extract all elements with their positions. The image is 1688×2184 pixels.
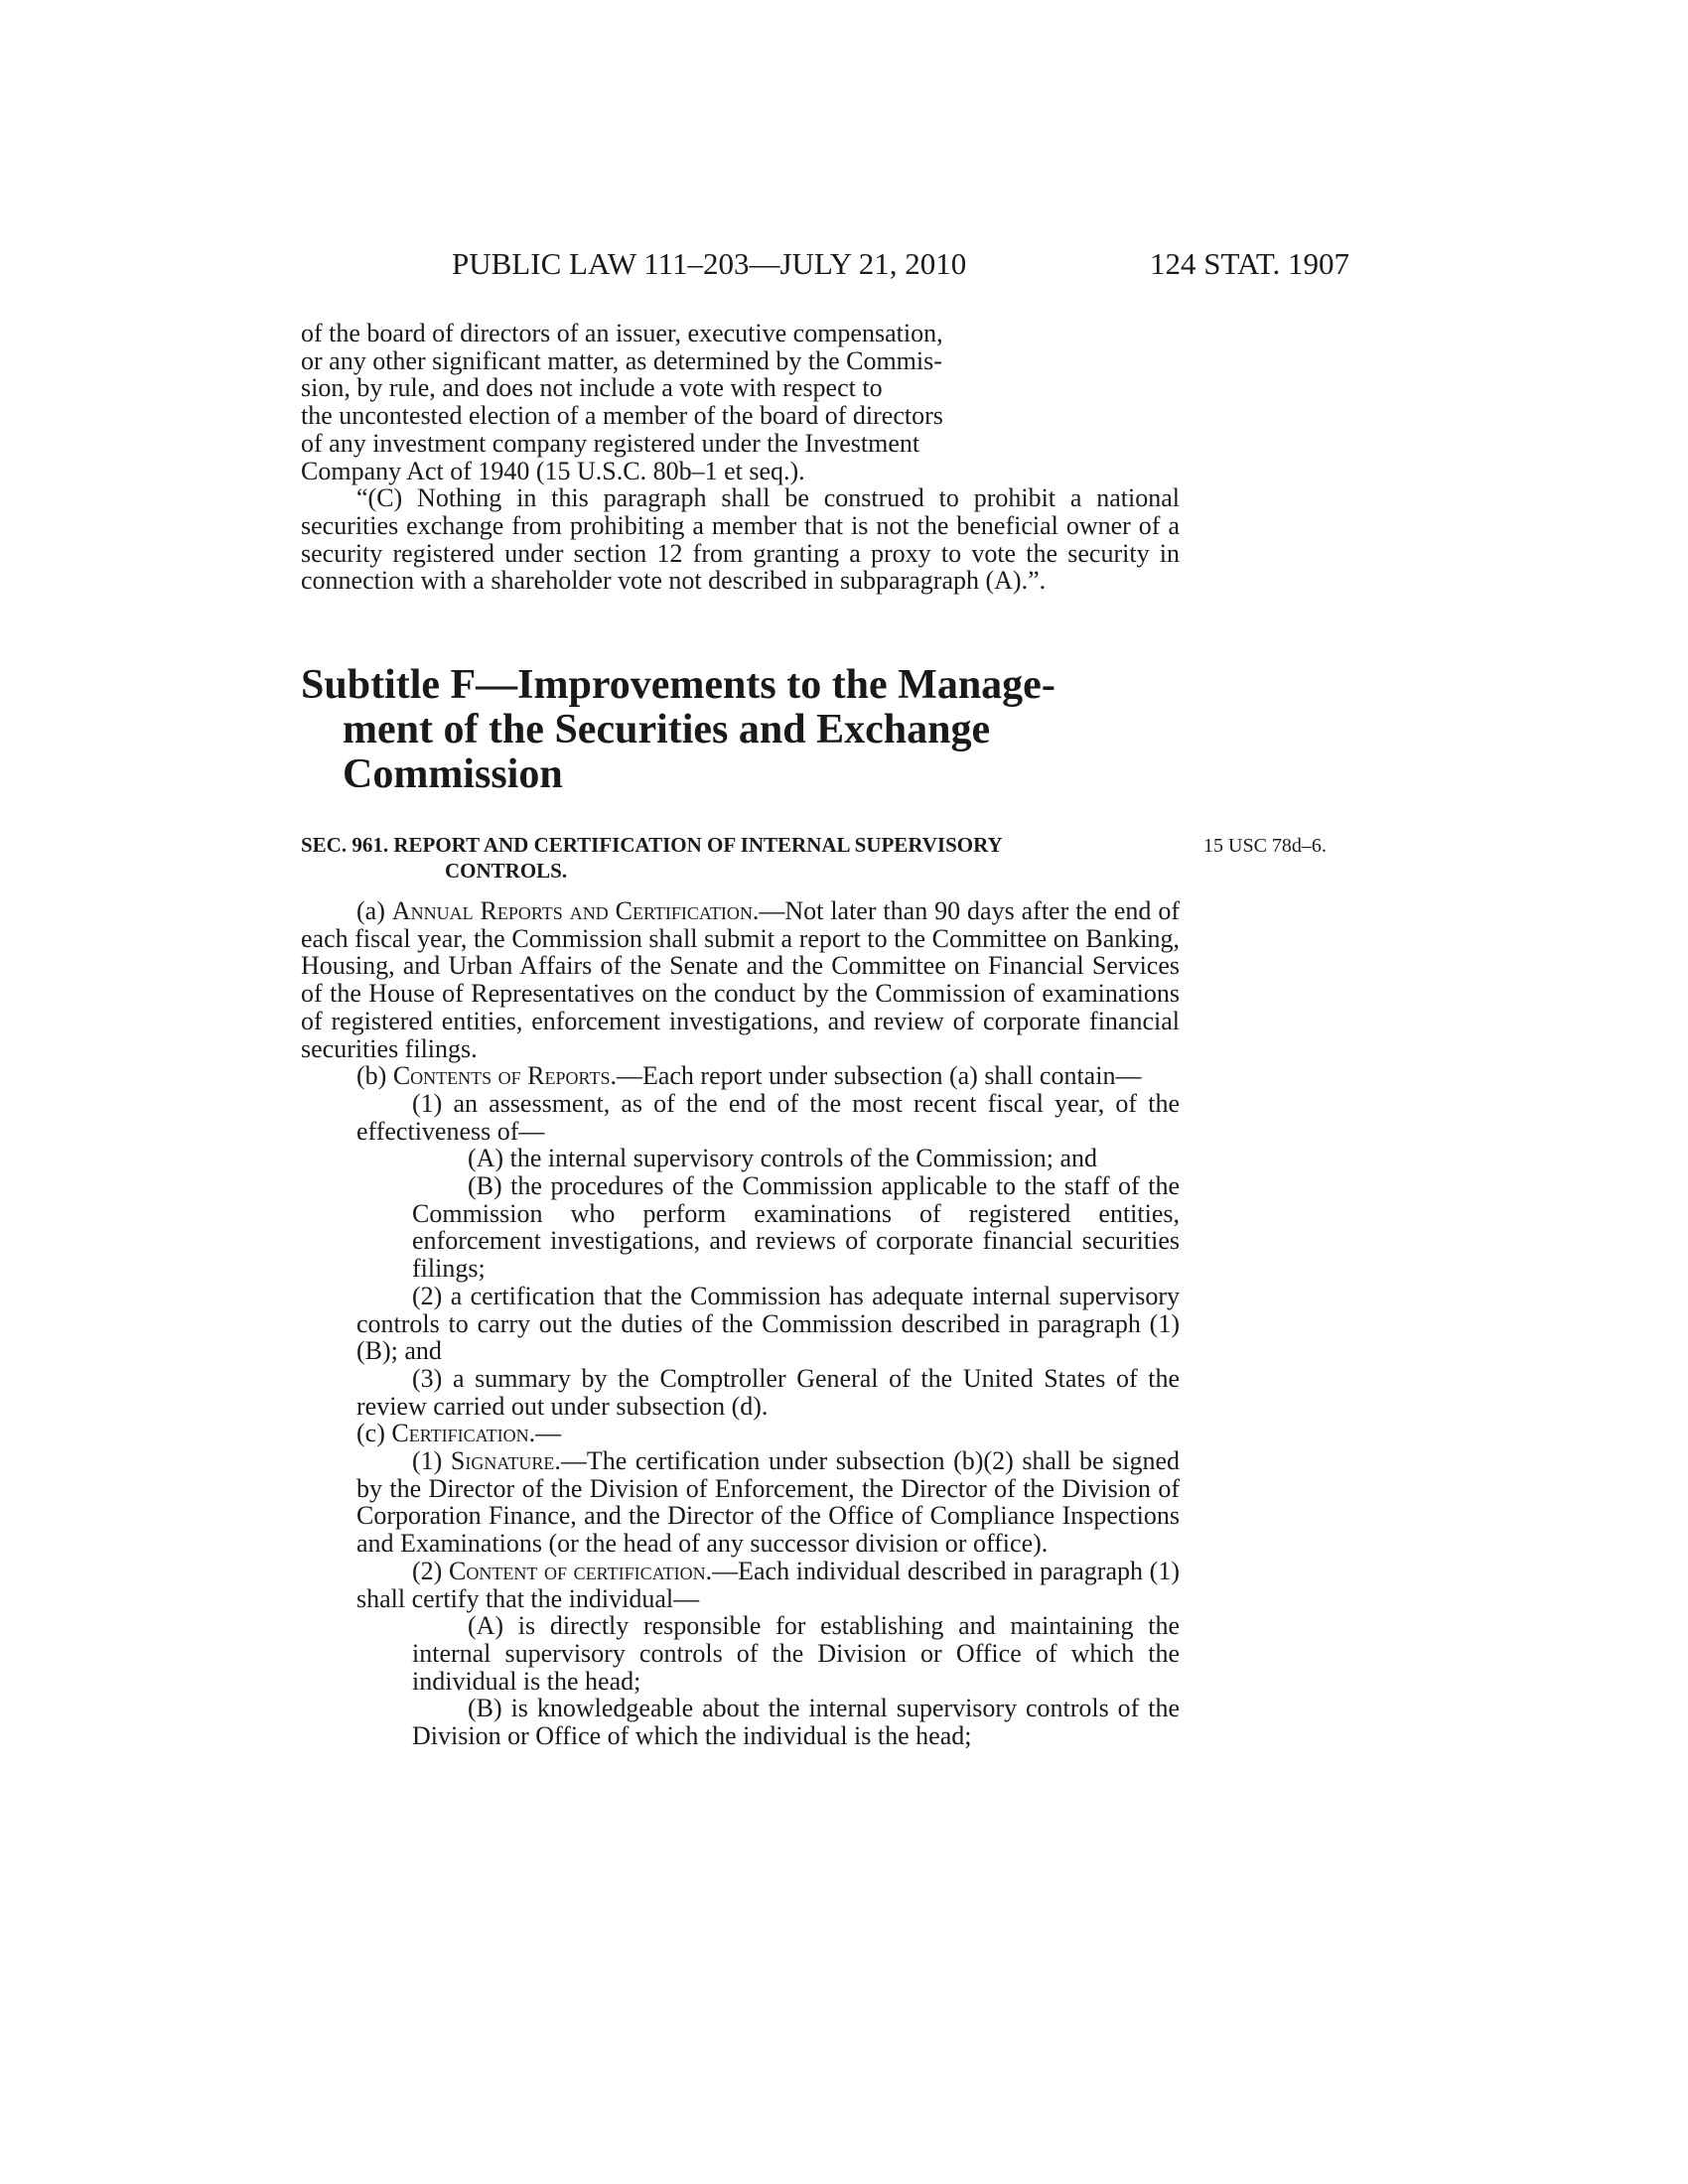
subsection-text: .— [528, 1419, 562, 1448]
running-head: PUBLIC LAW 111–203—JULY 21, 2010 [452, 246, 967, 281]
paragraph-label: (1) [412, 1446, 451, 1476]
subsection-text: .—Not later than 90 days after the end of each fiscal year, the Commission shall submit a report to the Committee on Banking, Housing, and Urban Affairs of the Senate and the Committee on Financial Services of the House of Representatives on the conduct by the Commission of examinations of registered entities, enforcement investigations, and review of corporate financial securities filings. [301, 896, 1181, 1063]
subparagraph-c2B: (B) is knowledgeable about the internal supervisory controls of the Division or Office of which the individual is the head; [412, 1694, 1180, 1751]
section-heading-line: SEC. 961. REPORT AND CERTIFICATION OF INTERNAL SUPERVISORY [301, 833, 1003, 857]
subsection-label: (c) [356, 1419, 392, 1448]
subtitle-line: Subtitle F—Improvements to the Manage- [301, 662, 1055, 708]
subsection-text: .—Each report under subsection (a) shall contain— [610, 1061, 1142, 1091]
statute-page-reference: 124 STAT. 1907 [1150, 246, 1350, 281]
paragraph-c1 [301, 1447, 1180, 1558]
subtitle-line: Commission [343, 751, 563, 797]
subsection-label: (a) [356, 896, 392, 925]
subparagraph-b1A: (A) the internal supervisory controls of the Commission; and [468, 1144, 1098, 1173]
subsection-caption: Annual Reports and Certification [391, 896, 753, 925]
paragraph-c2 [301, 1558, 1180, 1612]
continuation-line: or any other significant matter, as determined by the Commis- [301, 345, 942, 375]
section-body [301, 897, 1180, 1750]
page-header [0, 246, 1688, 286]
subparagraph-b1B: (B) the procedures of the Commission applicable to the staff of the Commission who perform examinations of registered entities, enforcement investigations, and reviews of corporate financial securities filings; [412, 1171, 1180, 1284]
continuation-line: of any investment company registered under the Investment [301, 428, 920, 458]
paragraph-label: (2) [412, 1556, 449, 1585]
paragraph-b1: (1) an assessment, as of the end of the most recent fiscal year, of the effectiveness of— [356, 1088, 1180, 1146]
continuation-line: sion, by rule, and does not include a vote with respect to [301, 373, 883, 403]
continued-text [301, 320, 1180, 595]
section-heading-line: CONTROLS. [445, 859, 568, 883]
subsection-label: (b) [356, 1061, 393, 1091]
continuation-line: the uncontested election of a member of the board of directors [301, 401, 943, 431]
paragraph-c-quoted: “(C) Nothing in this paragraph shall be construed to prohibit a national securities exchange from prohibiting a member that is not the beneficial owner of a security registered under section 12 from granting a proxy to vote the security in connection with a shareholder vote not described in subparagraph (A).”. [301, 483, 1180, 596]
subsection-a [301, 897, 1180, 1062]
paragraph-text: .—Each individual described in paragraph (1) shall certify that the individual— [356, 1556, 1180, 1613]
continuation-line: Company Act of 1940 (15 U.S.C. 80b–1 et seq.). [301, 456, 805, 485]
continuation-line: of the board of directors of an issuer, executive compensation, [301, 319, 943, 347]
paragraph-b3: (3) a summary by the Comptroller General of the United States of the review carried out under subsection (d). [356, 1363, 1180, 1421]
subtitle-line: ment of the Securities and Exchange [343, 707, 991, 752]
subsection-c [301, 1420, 1180, 1447]
subsection-caption: Certification [391, 1419, 529, 1448]
subtitle-heading [301, 663, 1334, 797]
section-heading [301, 832, 1180, 884]
paragraph-caption: Content of certification [449, 1556, 706, 1585]
subsection-caption: Contents of Reports [392, 1061, 611, 1091]
paragraph-b2: (2) a certification that the Commission has adequate internal supervisory controls to carry out the duties of the Commission described in paragraph (1)(B); and [356, 1281, 1180, 1366]
usc-margin-note: 15 USC 78d–6. [1203, 835, 1327, 857]
paragraph-text: .—The certification under subsection (b)(2) shall be signed by the Director of the Division of Enforcement, the Director of the Division of Corporation Finance, and the Director of the Office of Compliance Inspections and Examinations (or the head of any successor division or office). [356, 1446, 1180, 1559]
subsection-b [301, 1062, 1180, 1090]
paragraph-caption: Signature [450, 1446, 555, 1476]
subparagraph-c2A: (A) is directly responsible for establishing and maintaining the internal supervisory controls of the Division or Office of which the individual is the head; [412, 1611, 1180, 1696]
